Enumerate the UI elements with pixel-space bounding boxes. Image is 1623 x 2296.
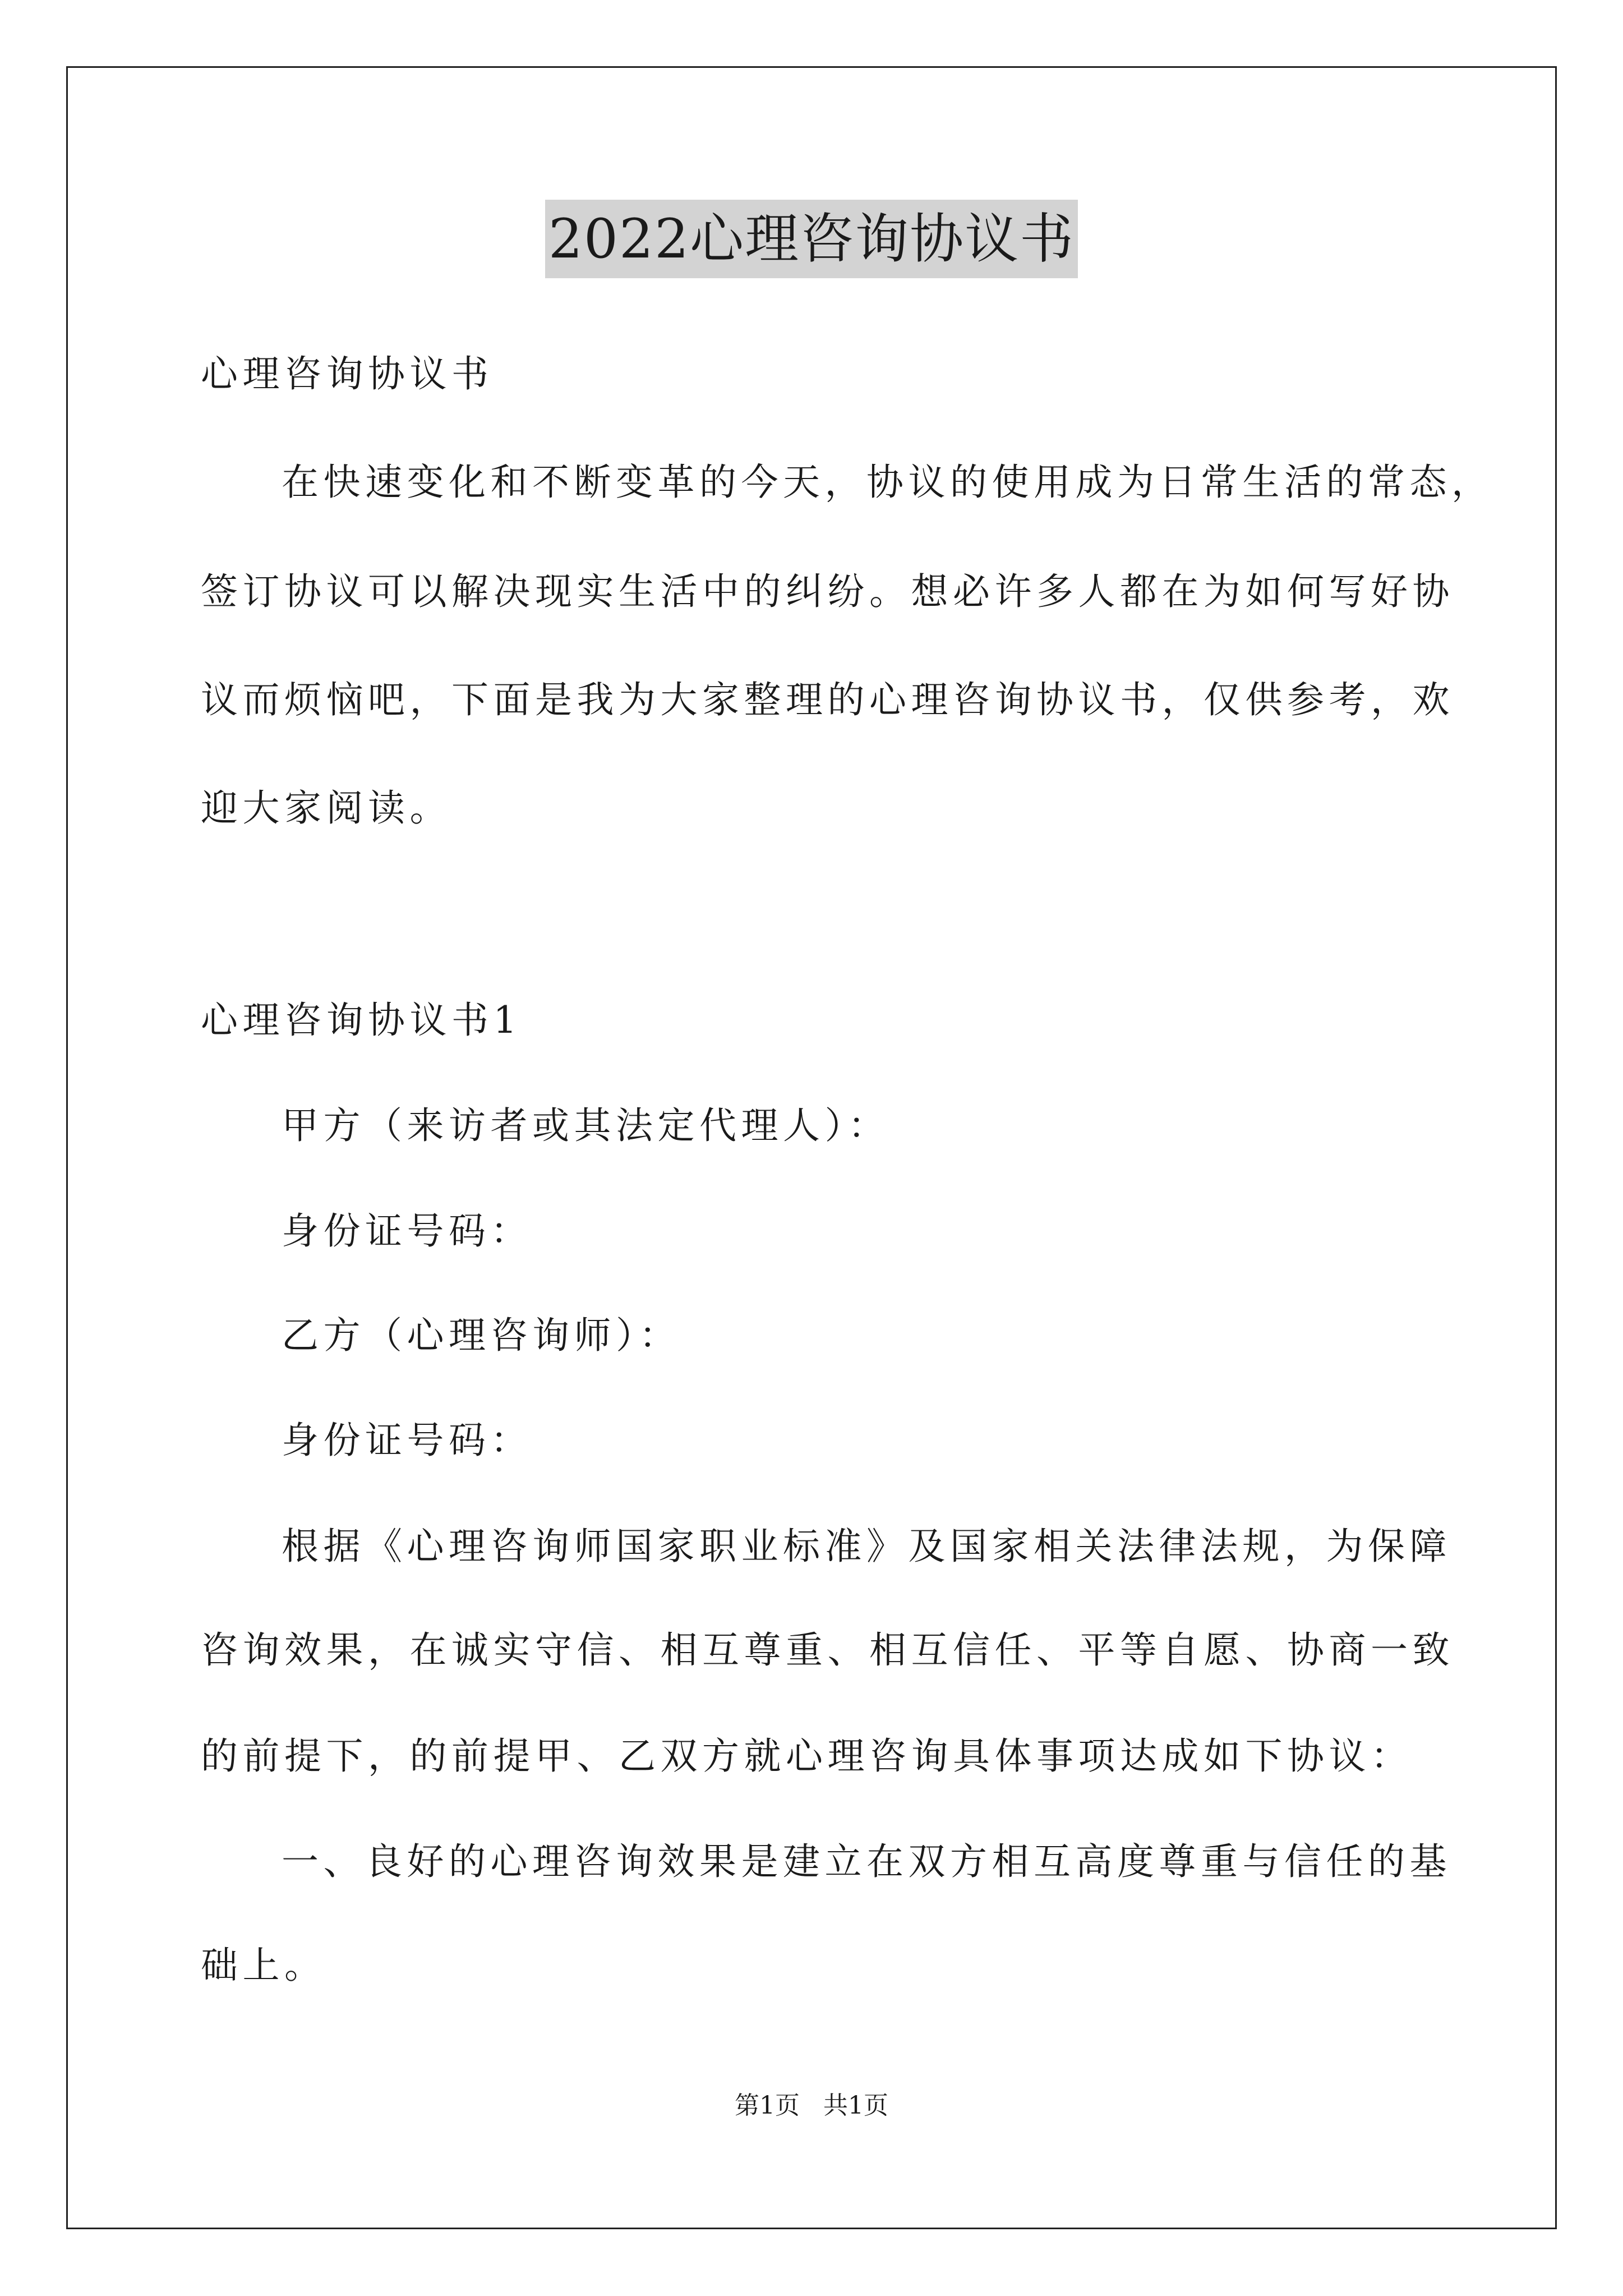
paragraph-line: 迎大家阅读。 bbox=[201, 786, 451, 830]
paragraph-line: 一、良好的心理咨询效果是建立在双方相互高度尊重与信任的基 bbox=[282, 1840, 1451, 1883]
section-heading: 心理咨询协议书 bbox=[201, 352, 494, 395]
title-container bbox=[0, 200, 1623, 278]
paragraph-line: 础上。 bbox=[201, 1944, 326, 1987]
section-heading: 心理咨询协议书1 bbox=[201, 999, 522, 1042]
paragraph-line: 身份证号码： bbox=[282, 1419, 532, 1462]
paragraph-line: 乙方（心理咨询师）： bbox=[282, 1314, 681, 1357]
paragraph-line: 甲方（来访者或其法定代理人）： bbox=[282, 1104, 890, 1147]
paragraph-line: 根据《心理咨询师国家职业标准》及国家相关法律法规，为保障 bbox=[282, 1525, 1451, 1568]
document-title: 2022心理咨询协议书 bbox=[545, 200, 1078, 278]
paragraph-line: 在快速变化和不断变革的今天，协议的使用成为日常生活的常态， bbox=[282, 461, 1493, 504]
paragraph-line: 签订协议可以解决现实生活中的纠纷。想必许多人都在为如何写好协 bbox=[201, 570, 1454, 613]
page-footer: 第1页 共1页 bbox=[735, 2091, 888, 2120]
paragraph-line: 身份证号码： bbox=[282, 1209, 532, 1253]
paragraph-line: 议而烦恼吧，下面是我为大家整理的心理咨询协议书，仅供参考，欢 bbox=[201, 678, 1454, 721]
paragraph-line: 咨询效果，在诚实守信、相互尊重、相互信任、平等自愿、协商一致 bbox=[201, 1628, 1454, 1672]
paragraph-line: 的前提下，的前提甲、乙双方就心理咨询具体事项达成如下协议： bbox=[201, 1734, 1413, 1778]
